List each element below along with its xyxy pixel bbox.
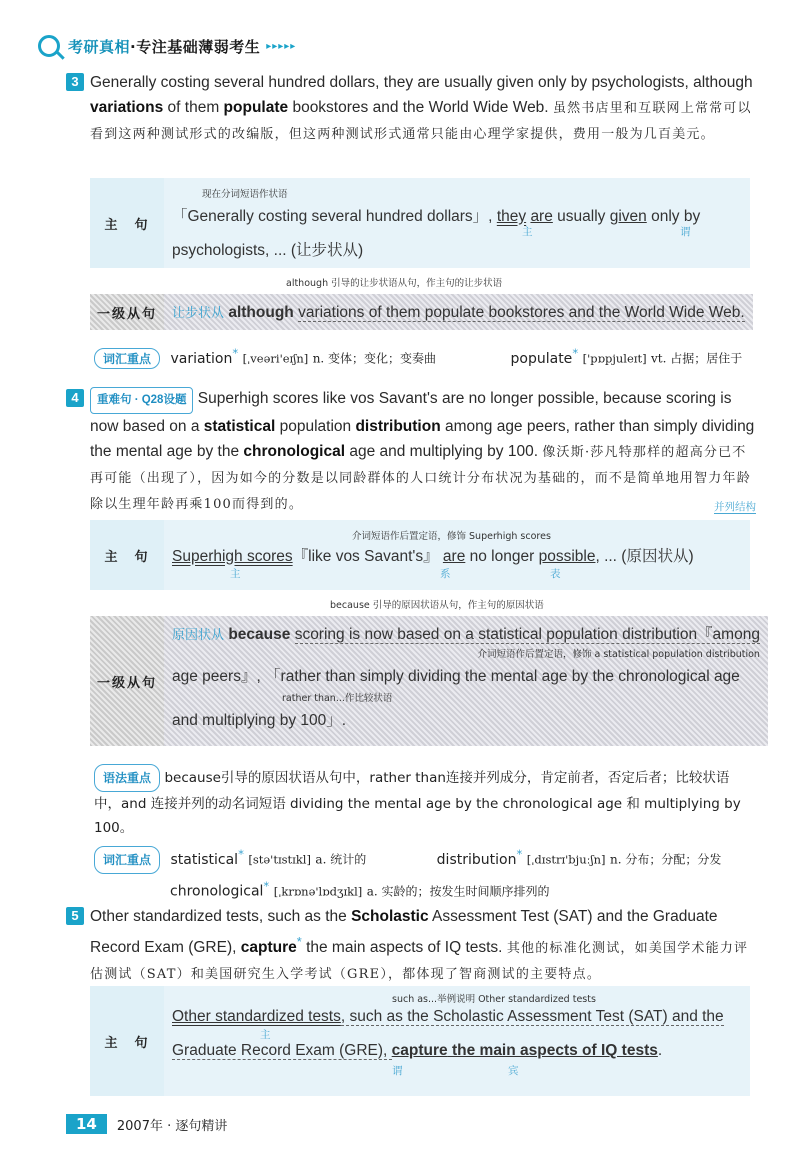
header-arrows: ▸▸▸▸▸	[266, 40, 297, 52]
main-clause-row	[90, 178, 750, 268]
predicative-mark: 表	[550, 568, 561, 580]
sentence-translation: 虽然书店里和互联网上常常可以看到这两种测试形式的改编版，但这两种测试形式通常只能由心理学家提供，费用一般为几百美元。	[90, 101, 752, 142]
sentence-4	[66, 386, 756, 520]
annotation: 介词短语作后置定语，修饰 Superhigh scores	[352, 531, 551, 542]
annotation: because 引导的原因状语从句，作主句的原因状语	[330, 600, 544, 611]
main-clause-line-1: 「Generally costing several hundred dollars」, they are usually given only by	[172, 208, 701, 225]
vocab-block-3: 词汇重点 variation* [ˌveəri'eɪʃn] n. 变体；变化；变奏曲 populate* ['pɒpjuleɪt] vt. 占据；居住于	[94, 346, 754, 369]
main-clause-line-2: psychologists, ... (让步状从)	[172, 242, 364, 259]
page-header	[38, 34, 296, 58]
predicate-mark: 谓	[392, 1065, 403, 1077]
subject-mark: 主	[230, 568, 241, 580]
annotation: such as...举例说明 Other standardized tests	[392, 994, 596, 1005]
object-mark: 宾	[508, 1065, 519, 1077]
vocab-tag: 词汇重点	[94, 846, 160, 874]
main-clause-row	[90, 520, 750, 590]
main-clause-line-2: Graduate Record Exam (GRE), capture the main aspects of IQ tests.	[172, 1042, 663, 1059]
sub-clause-label: 一级从句	[90, 616, 164, 746]
analysis-box-5	[90, 986, 750, 1096]
analysis-box-3	[90, 178, 750, 330]
sentence-text: 重难句 · Q28设题 Superhigh scores like vos Savant's are no longer possible, because scoring is now based on a statistical population distribution among age peers, rather than simply dividing the mental age by the chronological age and multiplying by 100. 像沃斯·莎凡特那样的超高分已不再可能（出现了），因为如今的分数是以同龄群体的人口统计分布状况为基础的，而不是简单地用智力年龄除以生理年龄再乘100而得到的。	[66, 386, 756, 517]
sentence-number: 5	[66, 907, 84, 925]
vocab-block-4: 词汇重点 statistical* [stə'tɪstɪkl] a. 统计的 distribution* [ˌdɪstrɪ'bjuːʃn] n. 分布；分配；分发 chronological* [ˌkrɒnə'lɒdʒɪkl] a. 实龄的；按发生时间顺序排列的	[94, 842, 754, 903]
sub-clause-line-3: and multiplying by 100」.	[172, 712, 347, 729]
sentence-text: Other standardized tests, such as the Scholastic Assessment Test (SAT) and the Graduate Record Exam (GRE), capture* the main aspects of IQ tests. 其他的标准化测试，如美国学术能力评估测试（SAT）和美国研究生入学考试（GRE），都体现了智商测试的主要特点。	[90, 908, 749, 983]
main-clause-line-1: Other standardized tests, such as the Scholastic Assessment Test (SAT) and the	[172, 1008, 724, 1025]
subject-mark: 主	[260, 1029, 271, 1041]
main-clause-label: 主 句	[90, 520, 164, 590]
sentence-translation: 像沃斯·莎凡特那样的超高分已不再可能（出现了），因为如今的分数是以同龄群体的人口统计分布状况为基础的，而不是简单地用智力年龄除以生理年龄再乘100而得到的。	[90, 445, 751, 512]
annotation: although 引导的让步状语从句，作主句的让步状语	[286, 278, 503, 289]
sentence-text: Generally costing several hundred dollars, they are usually given only by psychologists, although variations of them populate bookstores and the World Wide Web. 虽然书店里和互联网上常常可以看到这两种测试形式的改编版，但这两种测试形式通常只能由心理学家提供，费用一般为几百美元。	[90, 74, 753, 142]
sub-clause-row: 一级从句 让步状从 although variations of them populate bookstores and the World Wide Web.	[90, 294, 750, 330]
page-footer	[66, 1114, 227, 1134]
sub-clause-line-2: age peers』, 「rather than simply dividing the mental age by the chronological age	[172, 668, 740, 685]
sub-clause-label: 一级从句	[90, 294, 164, 330]
grammar-block-4: 语法重点 because引导的原因状语从句中，rather than连接并列成分，肯定前者，否定后者；比较状语中，and 连接并列的动名词短语 dividing the mental age by the chronological age 和 multiplying by 100。	[94, 764, 754, 840]
page-number: 14	[66, 1114, 107, 1134]
sub-clause-line-1: 原因状从 because scoring is now based on a statistical population distribution『among	[172, 626, 760, 643]
vocab-tag: 词汇重点	[94, 348, 160, 369]
main-clause-line-1: Superhigh scores『like vos Savant's』 are no longer possible, ... (原因状从)	[172, 548, 694, 565]
sentence-number: 3	[66, 73, 84, 91]
link-verb-mark: 系	[440, 568, 451, 580]
footer-text: 2007年 · 逐句精讲	[116, 1118, 228, 1134]
annotation: rather than...作比较状语	[282, 693, 393, 704]
grammar-tag: 语法重点	[94, 764, 160, 792]
analysis-box-4	[90, 520, 760, 746]
key-sentence-badge: 重难句 · Q28设题	[90, 387, 193, 414]
side-note: 并列结构	[714, 501, 756, 513]
magnifier-logo-icon	[38, 35, 60, 57]
annotation: 介词短语作后置定语，修饰 a statistical population distribution	[477, 649, 760, 660]
predicate-mark: 谓	[680, 226, 691, 238]
sentence-5	[66, 904, 756, 987]
main-clause-label: 主 句	[90, 178, 164, 268]
sentence-number: 4	[66, 389, 84, 407]
main-clause-label: 主 句	[90, 986, 164, 1096]
annotation: 现在分词短语作状语	[202, 189, 288, 200]
main-clause-row	[90, 986, 750, 1096]
sentence-translation: 其他的标准化测试，如美国学术能力评估测试（SAT）和美国研究生入学考试（GRE），都体现了智商测试的主要特点。	[90, 941, 749, 983]
sentence-3	[66, 70, 756, 147]
subject-mark: 主	[522, 226, 533, 238]
header-title: 考研真相·专注基础薄弱考生	[68, 37, 261, 56]
sub-clause-row	[90, 616, 760, 746]
